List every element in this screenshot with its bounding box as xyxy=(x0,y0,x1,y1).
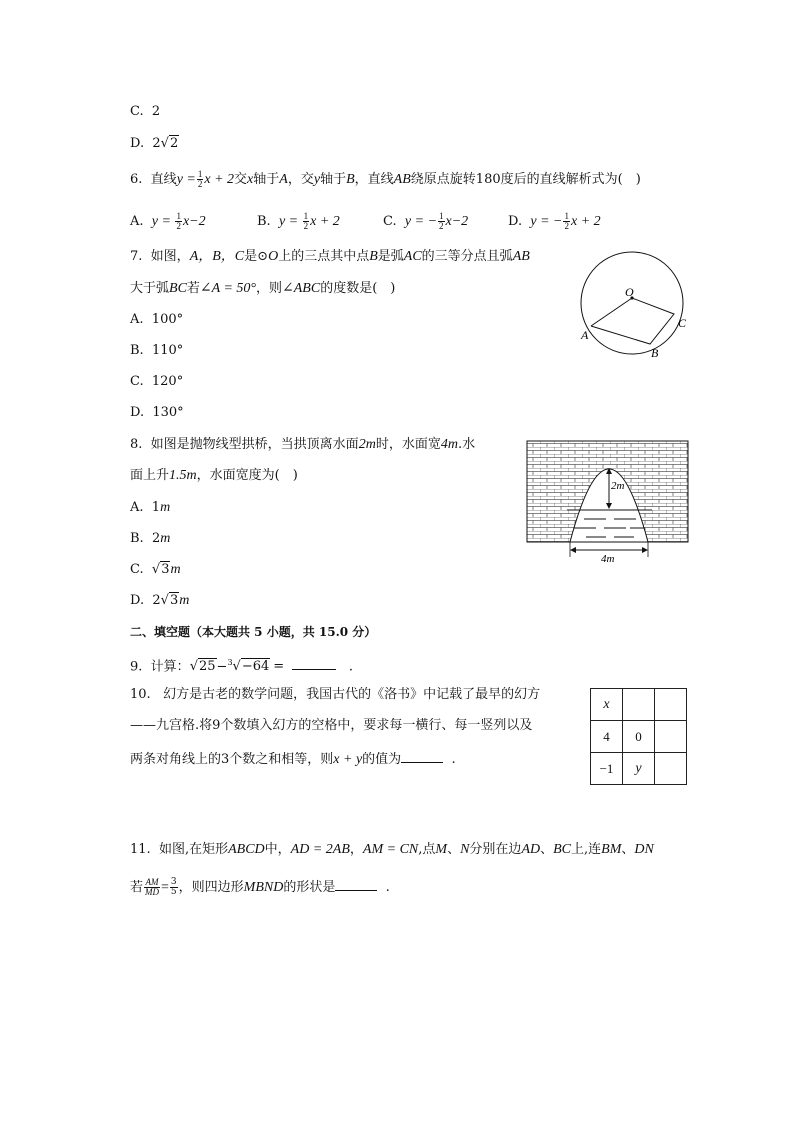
label-o: O xyxy=(625,285,634,299)
grid-cell: −1 xyxy=(591,753,623,785)
q10-question-line3: 两条对角线上的3个数之和相等，则x + y的值为 . xyxy=(130,748,456,770)
q11-answer-blank xyxy=(335,876,377,891)
q8-question-line1: 8. 如图是抛物线型拱桥，当拱顶离水面2m时，水面宽4m.水 xyxy=(130,437,476,452)
grid-cell: 4 xyxy=(591,721,623,753)
section-title: 二、填空题（本大题共 5 小题，共 15.0 分） xyxy=(130,625,377,639)
q7-circle-figure xyxy=(572,246,692,364)
label-b: B xyxy=(651,346,659,360)
q11-question-line1: 11. 如图,在矩形ABCD中，AD = 2AB，AM = CN,点M、N分别在边AD、BC上,连BM、DN xyxy=(130,842,654,857)
sqrt-symbol: √2 xyxy=(160,136,179,151)
q10-answer-blank xyxy=(401,748,443,763)
q8-option-d: D. 2√3m xyxy=(130,593,190,608)
q7-question-line1: 7. 如图，A，B，C是⊙O上的三点其中点B是弧AC的三等分点且弧AB xyxy=(130,249,530,264)
width-label: 4m xyxy=(601,553,615,564)
q8-option-a: A. 1m xyxy=(130,500,171,515)
grid-cell xyxy=(623,689,655,721)
grid-cell xyxy=(655,753,687,785)
grid-cell: y xyxy=(623,753,655,785)
grid-cell: 0 xyxy=(623,721,655,753)
q6-option-d: D. y = − $\frac{1}{2}$ x + 2 xyxy=(508,211,601,232)
q7-option-d: D. 130° xyxy=(130,405,184,420)
q6-option-b: B. y = $\frac{1}{2}$ x + 2 xyxy=(257,211,340,232)
polygon-oabc xyxy=(591,298,674,344)
q6-option-c: C. y = − $\frac{1}{2}$ x−2 xyxy=(383,211,469,232)
q5-option-d: D. 2√2 xyxy=(130,134,179,154)
q8-option-c: C. √3m xyxy=(130,562,181,577)
q8-option-b: B. 2m xyxy=(130,531,171,546)
grid-cell xyxy=(655,689,687,721)
q8-bridge-figure xyxy=(526,440,690,564)
q5-option-c: C. 2 xyxy=(130,104,161,119)
q7-question-line2: 大于弧BC若∠A = 50°，则∠ABC的度数是( ) xyxy=(130,281,396,296)
q7-option-c: C. 120° xyxy=(130,374,184,389)
q7-option-b: B. 110° xyxy=(130,343,184,358)
q7-option-a: A. 100° xyxy=(130,312,184,327)
q6-question: 6. 直线y = $\frac{1}{2}$ x + 2交x轴于A，交y轴于B，直线AB绕原点旋转180度后的直线解析式为( ) xyxy=(130,169,641,190)
label-a: A xyxy=(581,328,589,342)
q10-question-line1: 10. 幻方是古老的数学问题，我国古代的《洛书》中记载了最早的幻方 xyxy=(130,687,541,702)
height-label: 2m xyxy=(611,480,625,492)
magic-square-grid xyxy=(590,688,687,785)
label-c: C xyxy=(678,316,687,330)
q6-option-a: A. y = $\frac{1}{2}$ x−2 xyxy=(130,211,206,232)
q11-question-line2: 若 $\frac{AM}{MD}$ = $\frac{3}{5}$ ，则四边形MBND的形状是 . xyxy=(130,877,390,897)
q9-answer-blank xyxy=(292,655,336,670)
grid-cell xyxy=(655,721,687,753)
q8-question-line2: 面上升1.5m，水面宽度为( ) xyxy=(130,468,298,483)
q9-question: 9. 计算：√25−$^3$√−64 = . xyxy=(130,653,353,677)
q10-question-line2: ——九宫格.将9个数填入幻方的空格中，要求每一横行、每一竖列以及 xyxy=(130,718,533,733)
grid-cell: x xyxy=(591,689,623,721)
